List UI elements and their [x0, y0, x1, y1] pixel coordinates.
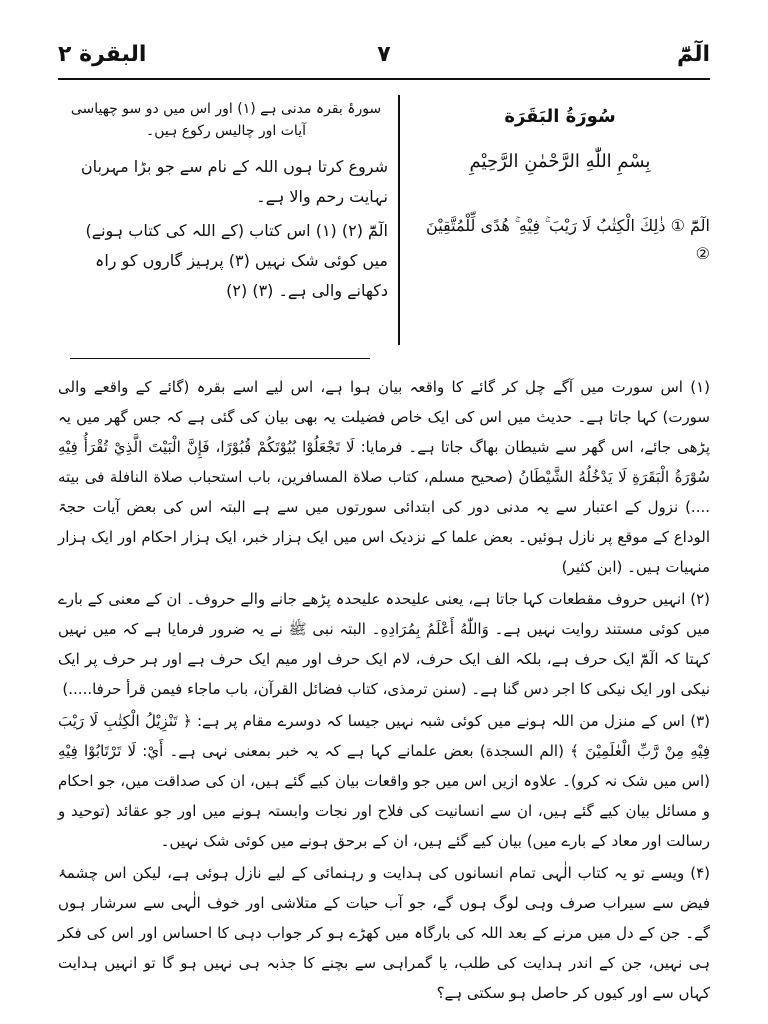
footnote-rule: [70, 358, 370, 359]
footnotes: [58, 372, 710, 1010]
footnote-1: (۱) اس سورت میں آگے چل کر گائے کا واقعہ بیان ہوا ہے، اس لیے اسے بقرہ (گائے کے واقعے والی سورت) کہا جاتا ہے۔ حدیث میں اس کی ایک خاص فضیلت یہ بھی بیان کی گئی ہے کہ جس گھر میں یہ پڑھی جائے، اس گھر سے شیطان بھاگ جاتا ہے۔ فرمایا: لَا تَجْعَلُوْا بُيُوْتَكُمْ قُبُوْرًا، فَإِنَّ الْبَيْتَ الَّذِيْ تُقْرَأُ فِيْهِ سُوْرَةُ الْبَقَرَةِ لَا يَدْخُلُهُ الشَّيْطَانُ (صحیح مسلم، کتاب صلاة المسافرین، باب استحباب صلاة النافلة فی بیته ....) نزول کے اعتبار سے یہ مدنی دور کی ابتدائی سورتوں میں سے ہے البتہ اس کی بعض آیات حجۃ الوداع کے موقع پر نازل ہوئیں۔ بعض علما کے نزدیک اس میں ایک ہزار خبر، ایک ہزار احکام اور ایک ہزار منہیات ہیں۔ (ابن کثیر): [58, 378, 710, 576]
column-divider: [398, 95, 400, 345]
surah-name-header: البقرة ۲: [58, 42, 147, 67]
translation-ayah: الٓمّٓ (۲) (۱) اس کتاب (کے اللہ کی کتاب ہونے) میں کوئی شک نہیں (۳) پرہیز گاروں کو راہ دکھانے والی ہے۔ (۳) (۲): [85, 221, 388, 300]
footnote-4: (۴) ویسے تو یہ کتاب الٰہی تمام انسانوں کی ہدایت و رہنمائی کے لیے نازل ہوئی ہے، لیکن اس چشمۂ فیض سے سیراب صرف وہی لوگ ہوں گے، جو آب حیات کے متلاشی اور خوف الٰہی سے سرشار ہوں گے۔ جن کے دل میں مرنے کے بعد اللہ کی بارگاہ میں کھڑے ہو کر جواب دہی کا احساس اور اس کی فکر ہی نہیں، جن کے اندر ہدایت کی طلب، یا گمراہی سے بچنے کا جذبہ ہی نہیں ہو گا تو انہیں ہدایت کہاں سے اور کیوں کر حاصل ہو سکتی ہے؟: [58, 864, 710, 1002]
translation-column: [64, 98, 388, 310]
header-rule: [58, 78, 710, 80]
bismillah: بِسْمِ اللّٰهِ الرَّحْمٰنِ الرَّحِيْمِ: [469, 151, 651, 172]
surah-title: سُورَةُ البَقَرَة: [504, 106, 616, 127]
surah-intro-note: سورۂ بقرہ مدنی ہے (۱) اور اس میں دو سو چھیاسی آیات اور چالیس رکوع ہیں۔: [70, 101, 382, 139]
arabic-ayah: الٓمّٓ ① ذٰلِكَ الْكِتٰبُ لَا رَيْبَ ۚ فِيْهِ ۚ هُدًى لِّلْمُتَّقِيْنَ ②: [426, 216, 710, 263]
urdu-translation: [64, 152, 388, 306]
footnote-2: (۲) انہیں حروف مقطعات کہا جاتا ہے، یعنی علیحدہ علیحدہ پڑھے جانے والے حروف۔ ان کے معنی کے بارے میں کوئی مستند روایت نہیں ہے۔ وَاللّٰهُ أَعْلَمُ بِمُرَادِهِ۔ البتہ نبی ﷺ نے یہ ضرور فرمایا ہے کہ میں نہیں کہتا کہ الٓمّٓ ایک حرف ہے، بلکہ الف ایک حرف، لام ایک حرف اور میم ایک حرف ہے اور ہر حرف پر ایک نیکی اور ایک نیکی کا اجر دس گنا ہے۔ (سنن ترمذی، کتاب فضائل القرآن، باب ماجاء فیمن قرأ حرفا.....): [58, 590, 710, 698]
para-name-header: الٓمّٓ: [676, 42, 710, 67]
arabic-column: [410, 98, 710, 268]
page-number: ۷: [377, 42, 391, 67]
page-header: [58, 40, 710, 80]
translation-bismillah: شروع کرتا ہوں اللہ کے نام سے جو بڑا مہربان نہایت رحم والا ہے۔: [80, 157, 388, 206]
footnote-3: (۳) اس کے منزل من اللہ ہونے میں کوئی شبہ نہیں جیسا کہ دوسرے مقام پر ہے: ﴿ تَنْزِيْلُ الْكِتٰبِ لَا رَيْبَ فِيْهِ مِنْ رَّبِّ الْعٰلَمِيْنَ ﴾ (الم السجدة) بعض علمانے کہا ہے کہ یہ خبر بمعنی نہی ہے۔ أَيْ: لَا تَرْتَابُوْا فِيْهِ (اس میں شک نہ کرو)۔ علاوہ ازیں اس میں جو واقعات بیان کیے گئے ہیں، ان کی صداقت میں، جو احکام و مسائل بیان کیے گئے ہیں، ان سے انسانیت کی فلاح اور نجات وابستہ ہونے میں اور جو عقائد (توحید و رسالت اور معاد کے بارے میں) بیان کیے گئے ہیں، ان کے برحق ہونے میں کوئی شک نہیں۔: [58, 712, 710, 850]
